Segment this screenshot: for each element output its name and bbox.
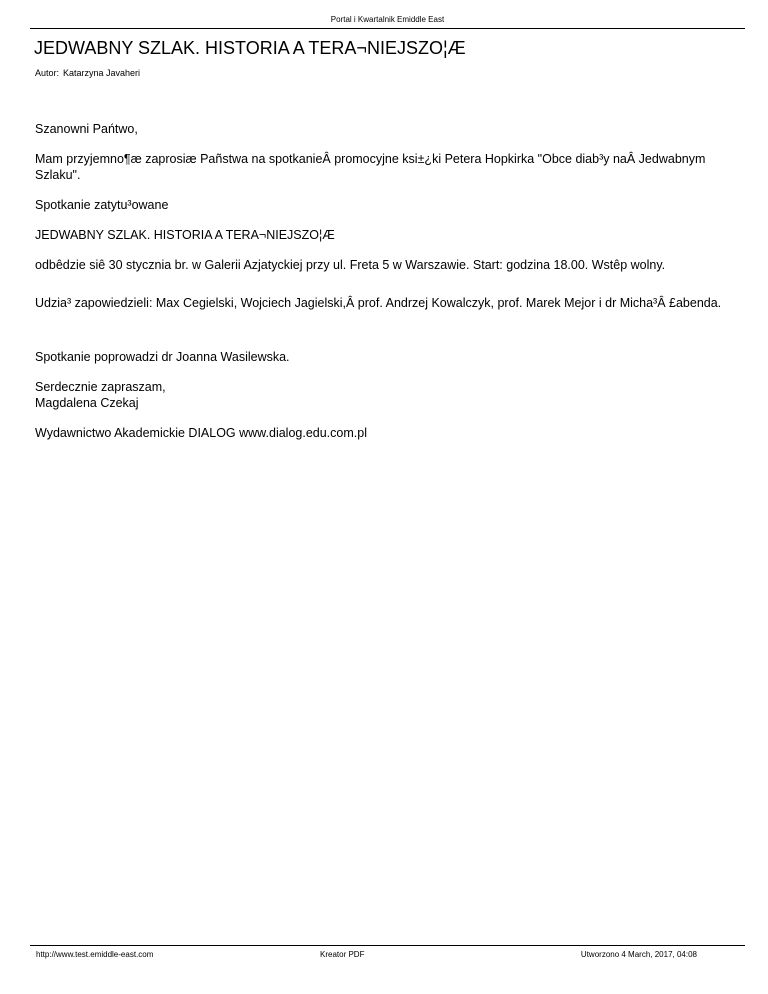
header-divider	[30, 28, 745, 29]
paragraph-host: Spotkanie poprowadzi dr Joanna Wasilewska.	[35, 350, 290, 364]
footer-generator: Kreator PDF	[320, 950, 365, 959]
paragraph-meeting-title-intro: Spotkanie zatytu³owane	[35, 198, 169, 212]
greeting: Szanowni Pańtwo,	[35, 122, 138, 136]
author-name: Katarzyna Javaheri	[63, 68, 141, 78]
paragraph-invitation: Mam przyjemno¶æ zaprosiæ Pañstwa na spotkanieÂ promocyjne ksi±¿ki Petera Hopkirka "Obce diab³y naÂ Jedwabnym Szlaku".	[35, 152, 706, 182]
signature: Magdalena Czekaj	[35, 396, 139, 410]
footer-url[interactable]: http://www.test.emiddle-east.com	[36, 950, 154, 959]
paragraph-meeting-title: JEDWABNY SZLAK. HISTORIA A TERA¬NIEJSZO¦Æ	[35, 228, 335, 242]
publisher-line: Wydawnictwo Akademickie DIALOG www.dialog.edu.com.pl	[35, 426, 367, 440]
paragraph-date-place: odbêdzie siê 30 stycznia br. w Galerii Azjatyckiej przy ul. Freta 5 w Warszawie. Start: godzina 18.00. Wstêp wolny.	[35, 258, 666, 272]
article-body	[35, 121, 740, 441]
document-page	[30, 0, 745, 994]
footer-divider	[30, 945, 745, 946]
page-header: Portal i Kwartalnik Emiddle East	[330, 15, 445, 24]
author-line	[35, 68, 140, 78]
article-title: JEDWABNY SZLAK. HISTORIA A TERA¬NIEJSZO¦Æ	[34, 38, 466, 58]
paragraph-participants: Udzia³ zapowiedzieli: Max Cegielski, Wojciech Jagielski,Â prof. Andrzej Kowalczyk, prof. Marek Mejor i dr Micha³Â £abenda.	[35, 296, 722, 310]
footer-created: Utworzono 4 March, 2017, 04:08	[580, 950, 697, 959]
closing: Serdecznie zapraszam,	[35, 380, 166, 394]
author-label: Autor:	[35, 68, 60, 78]
